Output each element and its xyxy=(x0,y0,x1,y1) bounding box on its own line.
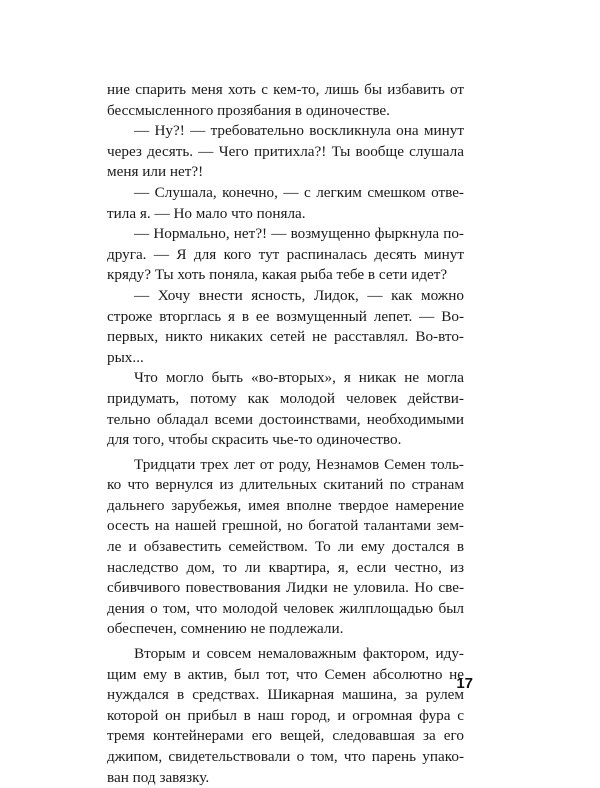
text-line: меня или нет?! xyxy=(107,163,204,181)
text-line: придумать, потому как молодой человек действи- xyxy=(107,389,464,407)
text-line: джипом, свидетельствовали о том, что парень упако- xyxy=(107,748,464,765)
text-line: тремя контейнерами его вещей, следовавшая за его xyxy=(107,727,464,745)
text-line: сбивчивого повествования Лидки не уловила. Но све- xyxy=(107,579,464,597)
text-line: рых... xyxy=(107,348,144,366)
text-line: друга. — Я для кого тут распиналась десять минут xyxy=(107,245,464,263)
text-line: — Нормально, нет?! — возмущенно фыркнула по- xyxy=(134,225,464,243)
text-line: через десять. — Чего притихла?! Ты вообще слушала xyxy=(107,142,464,160)
text-line: бессмысленного прозябания в одиночестве. xyxy=(107,101,390,119)
text-line: которой он прибыл в наш город, и огромная фура с xyxy=(107,706,464,724)
text-line: Что могло быть «во-вторых», я никак не могла xyxy=(134,369,464,387)
text-line: тила я. — Но мало что поняла. xyxy=(107,204,306,222)
text-line: Тридцати трех лет от роду, Незнамов Семен толь- xyxy=(134,455,464,473)
text-line: — Хочу внести ясность, Лидок, — как можно xyxy=(134,286,464,304)
text-line: нуждался в средствах. Шикарная машина, за рулем xyxy=(107,686,464,704)
text-line: ко что вернулся из длительных скитаний по странам xyxy=(107,476,464,494)
text-line: первых, никто никаких сетей не расставлял. Во-вто- xyxy=(107,328,464,346)
text-line: ние спарить меня хоть с кем-то, лишь бы избавить от xyxy=(107,81,464,98)
text-line: кряду? Ты хоть поняла, какая рыба тебе в сети идет? xyxy=(107,266,448,284)
text-line: — Слушала, конечно, — с легким смешком отве- xyxy=(134,183,464,201)
text-line: обеспечен, сомнению не подлежали. xyxy=(107,620,344,638)
text-line: дальнего зарубежья, имея вполне твердое намерение xyxy=(107,496,464,514)
text-line: Вторым и совсем немаловажным фактором, иду- xyxy=(134,645,464,663)
text-line: ван под завязку. xyxy=(107,768,210,786)
text-line: тельно обладал всеми достоинствами, необходимыми xyxy=(107,410,464,428)
text-line: наследство дом, то ли квартира, я, если честно, из xyxy=(107,558,464,576)
text-line: строже вторглась я в ее возмущенный лепет. — Во- xyxy=(107,307,464,325)
text-line: — Ну?! — требовательно воскликнула она минут xyxy=(134,122,464,140)
text-line: щим ему в актив, был тот, что Семен абсолютно не xyxy=(107,665,464,683)
text-line: дения о том, что молодой человек жилплощадью был xyxy=(107,599,464,617)
text-line: для того, чтобы скрасить чье-то одиночество. xyxy=(107,431,402,449)
text-line: осесть на нашей грешной, но богатой талантами зем- xyxy=(107,517,464,535)
text-line: ле и обзавестить семейством. То ли ему достался в xyxy=(107,538,464,556)
body-text xyxy=(107,80,464,788)
page-number: 17 xyxy=(456,675,473,692)
